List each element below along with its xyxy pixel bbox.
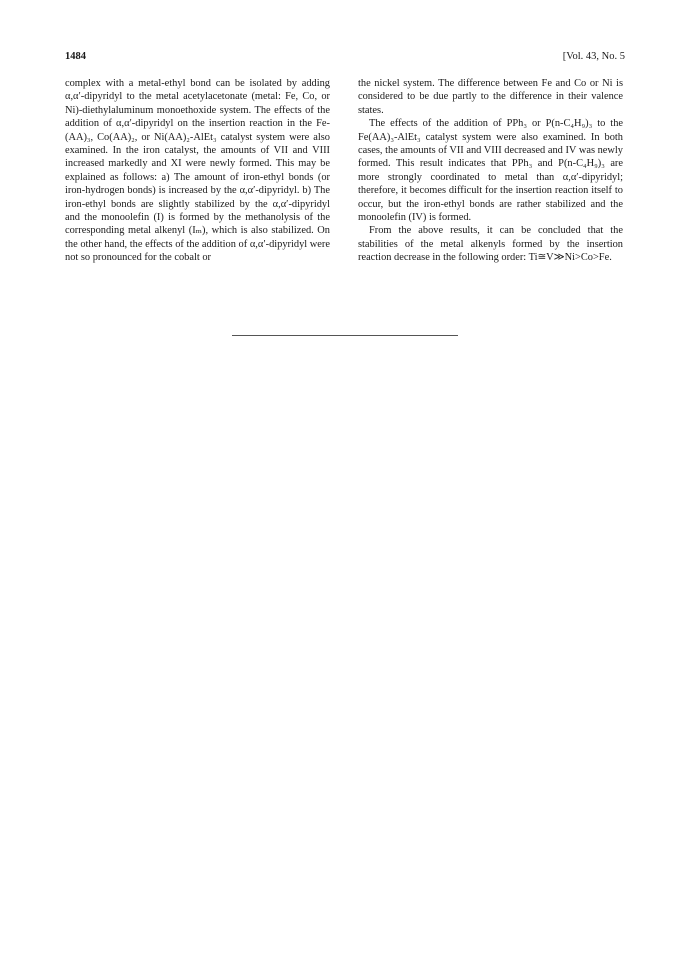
- left-column: [65, 77, 330, 265]
- paragraph-phosphine-effects: The effects of the addition of PPh₃ or P(n-C₄H₉)₃ to the Fe(AA)₃-AlEt₃ catalyst system were also examined. In both cases, the amounts of VII and VIII decreased and IV was newly formed. This result indicates that PPh₃ and P(n-C₄H₉)₃ are more strongly coordinated to metal than α,α′-dipyridyl; therefore, it becomes difficult for the insertion reaction itself to occur, but the iron-ethyl bonds are rather stabilized and the monoolefin (IV) is formed.: [358, 118, 623, 224]
- right-column: [358, 77, 623, 265]
- page-number: 1484: [65, 51, 86, 62]
- section-end-rule: [232, 335, 458, 336]
- page-header: [65, 50, 625, 64]
- paragraph-continued: the nickel system. The difference between Fe and Co or Ni is considered to be due partly to the difference in their valence states.: [358, 78, 623, 116]
- running-head: [Vol. 43, No. 5: [562, 51, 625, 62]
- paragraph-continued: complex with a metal-ethyl bond can be isolated by adding α,α′-dipyridyl to the metal acetylacetonate (metal: Fe, Co, or Ni)-diethylaluminum monoethoxide system. The effects of the addition of α,α′-dipyridyl on the insertion reaction in the Fe-(AA)₃, Co(AA)₂, or Ni(AA)₂-AlEt₃ catalyst system were also examined. In the iron catalyst, the amounts of VII and VIII increased markedly and XI were newly formed. This may be explained as follows: a) The amount of iron-ethyl bonds (or iron-hydrogen bonds) is increased by the α,α′-dipyridyl. b) The iron-ethyl bonds are slightly stabilized by the α,α′-dipyridyl and the monoolefin (I) is formed by the methanolysis of the corresponding metal alkenyl (Iₘ), which is also stabilized. On the other hand, the effects of the addition of α,α′-dipyridyl were not so pronounced for the cobalt or: [65, 78, 330, 264]
- paragraph-conclusion: From the above results, it can be concluded that the stabilities of the metal alkenyls formed by the insertion reaction decrease in the following order: Ti≅V≫Ni>Co>Fe.: [358, 225, 623, 264]
